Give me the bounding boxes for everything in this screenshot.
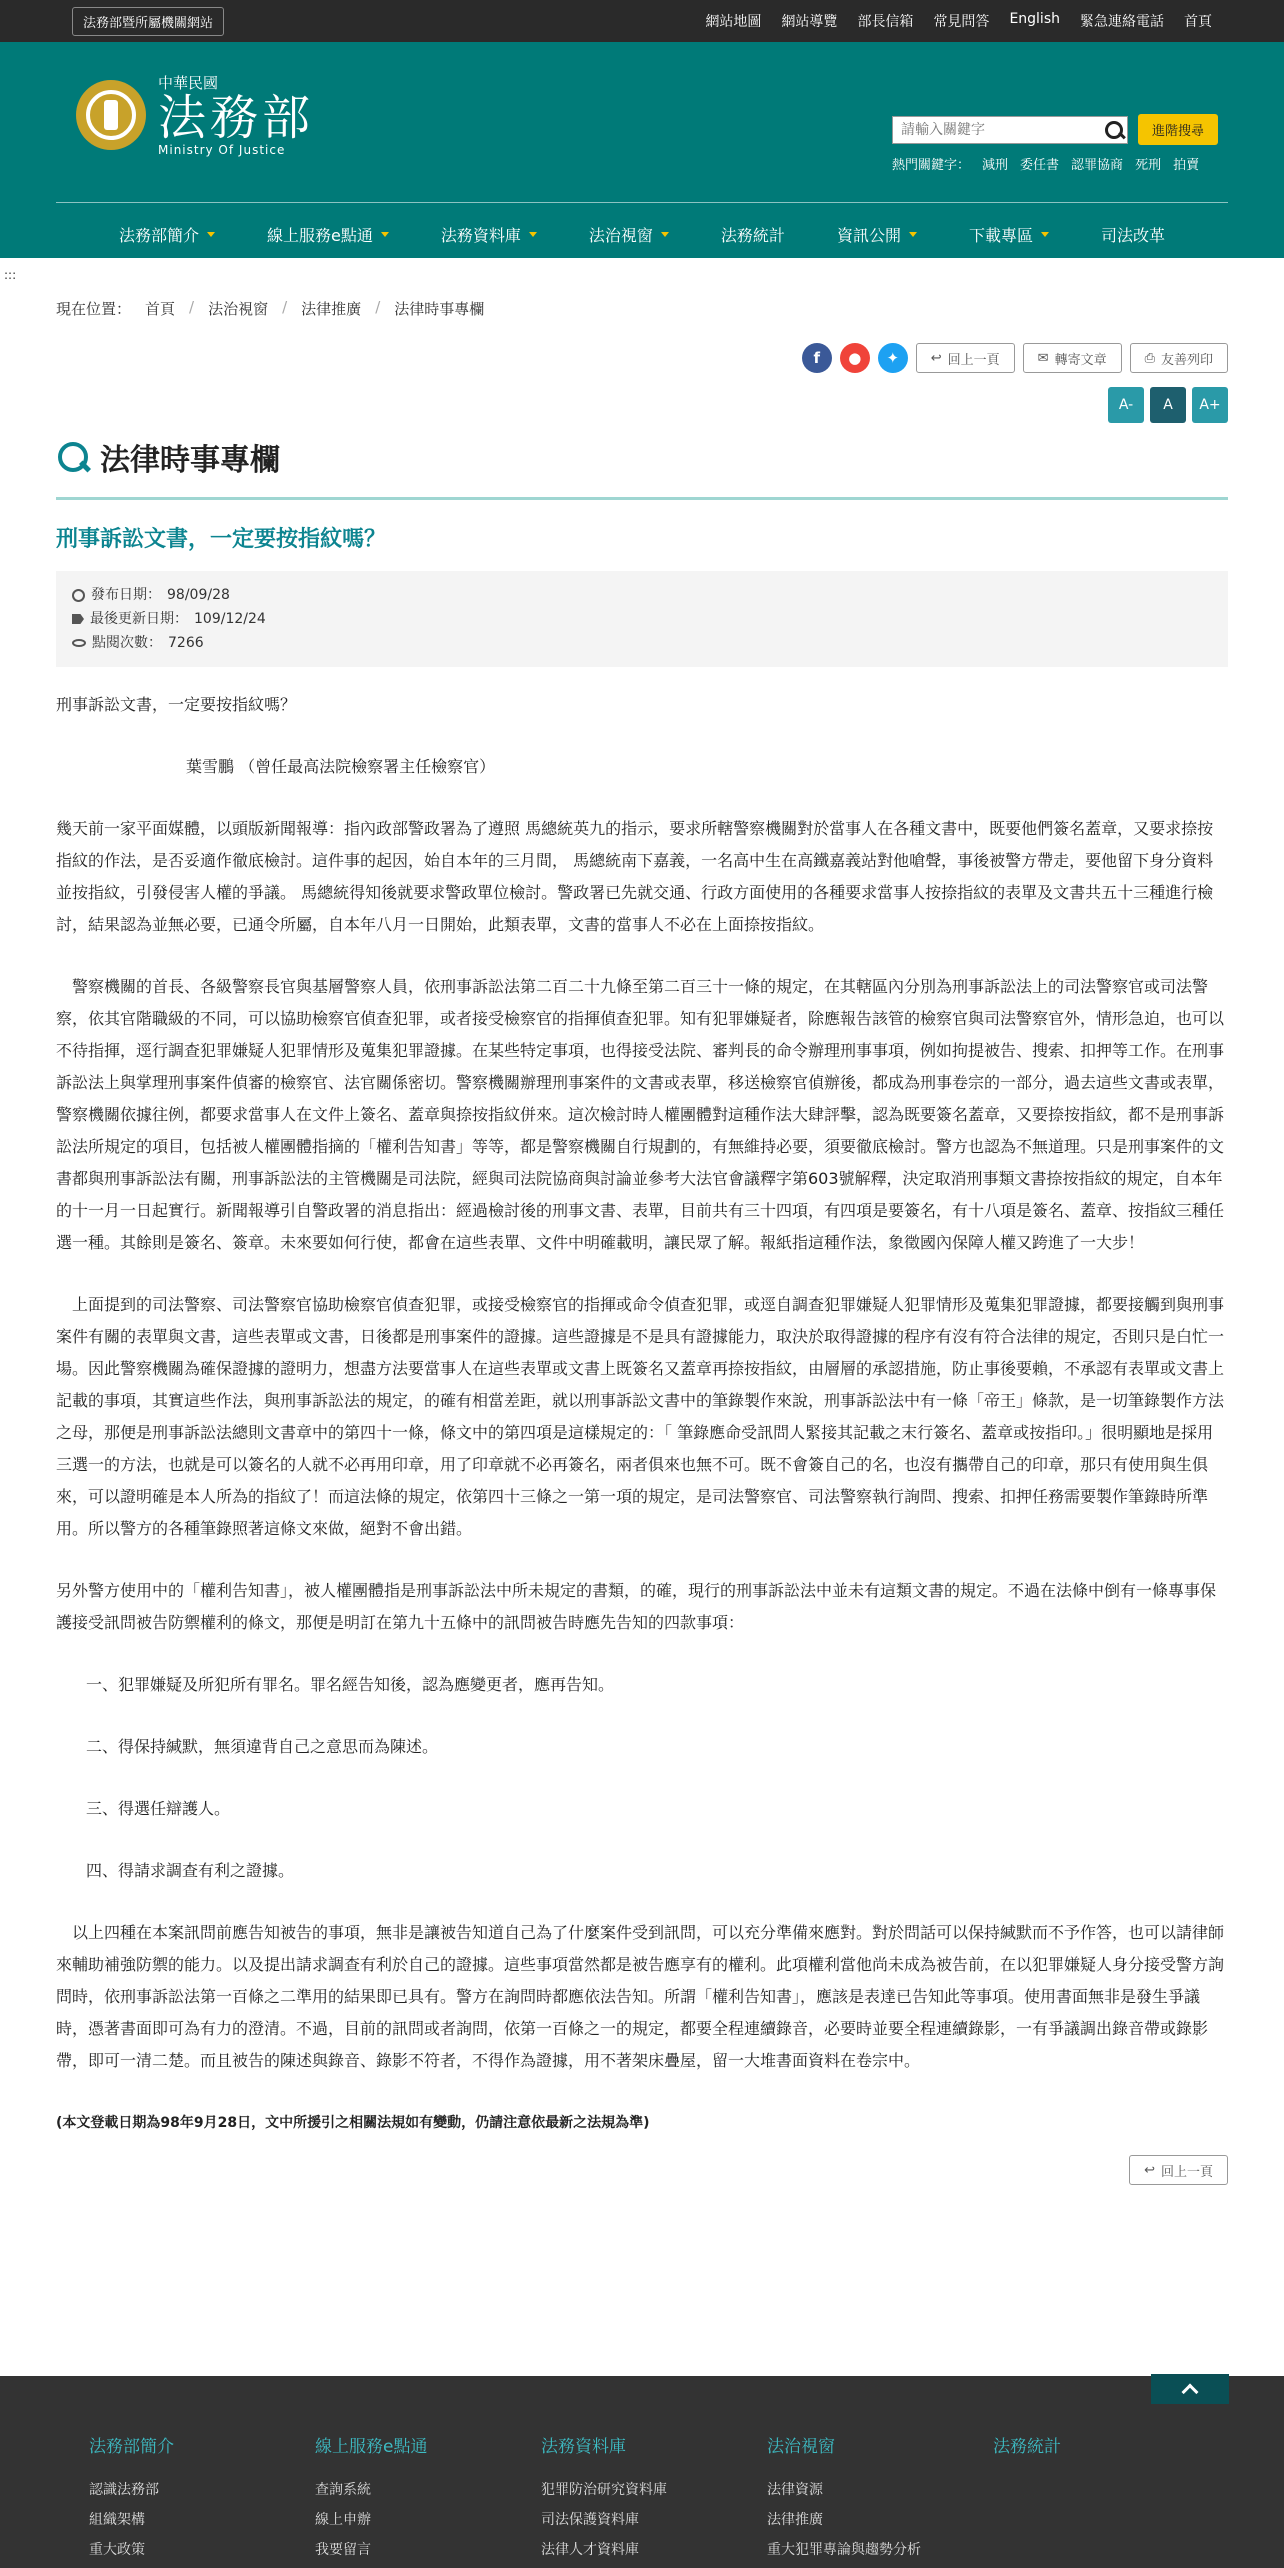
main-content bbox=[0, 298, 1284, 2185]
magnifier-icon bbox=[56, 440, 90, 474]
article-tools bbox=[56, 343, 1228, 373]
footer-col-rule-of-law bbox=[767, 2432, 993, 2565]
nav-item-info-disclosure[interactable]: 資訊公開 bbox=[811, 210, 943, 258]
top-link-mailbox[interactable]: 部長信箱 bbox=[857, 14, 914, 30]
footer-link[interactable]: 司法保護資料庫 bbox=[541, 2512, 639, 2528]
nav-item-judicial-reform[interactable]: 司法改革 bbox=[1100, 225, 1165, 245]
footer-col-title[interactable]: 法務部簡介 bbox=[89, 2437, 174, 2457]
breadcrumb-label: 現在位置： bbox=[56, 300, 132, 318]
top-link-faq[interactable]: 常見問答 bbox=[933, 14, 990, 30]
breadcrumb-item[interactable]: 法治視窗 bbox=[208, 300, 269, 318]
footer-col-statistics bbox=[993, 2432, 1219, 2565]
print-button[interactable]: ⎙ 友善列印 bbox=[1130, 343, 1228, 373]
main-nav bbox=[0, 210, 1284, 258]
breadcrumb-item[interactable]: 首頁 bbox=[145, 300, 176, 318]
nav-item-downloads[interactable]: 下載專區 bbox=[943, 210, 1075, 258]
ministry-seal-icon bbox=[76, 80, 146, 150]
article-meta bbox=[56, 571, 1228, 667]
footer-link[interactable]: 組織架構 bbox=[89, 2512, 145, 2528]
back-button[interactable]: ↩ 回上一頁 bbox=[916, 343, 1015, 373]
footer-link[interactable]: 認識法務部 bbox=[89, 2482, 159, 2498]
advanced-search-button[interactable]: 進階搜尋 bbox=[1138, 114, 1218, 145]
hot-keyword[interactable]: 委任書 bbox=[1020, 158, 1060, 173]
footer-link[interactable]: 法律資源 bbox=[767, 2482, 823, 2498]
list-item: 四、得請求調查有利之證據。 bbox=[86, 1861, 295, 1880]
footer-col-title[interactable]: 法務資料庫 bbox=[541, 2437, 626, 2457]
footer-link[interactable]: 法律推廣 bbox=[767, 2512, 823, 2528]
caret-down-icon bbox=[909, 232, 917, 237]
site-header bbox=[0, 42, 1284, 210]
caret-down-icon bbox=[381, 232, 389, 237]
caret-down-icon bbox=[661, 232, 669, 237]
hot-keywords bbox=[892, 154, 1199, 173]
logo-org-english: Ministry Of Justice bbox=[158, 143, 286, 158]
nav-divider bbox=[56, 202, 1228, 203]
list-item: 二、得保持緘默，無須違背自己之意思而為陳述。 bbox=[86, 1737, 439, 1756]
page-title-bar bbox=[56, 435, 1228, 500]
footer-col-database bbox=[541, 2432, 767, 2565]
twitter-share-icon[interactable]: ✦ bbox=[878, 343, 908, 373]
nav-item-online-service[interactable]: 線上服務e點通 bbox=[241, 210, 415, 258]
article-body bbox=[56, 689, 1228, 2139]
hot-keyword[interactable]: 拍賣 bbox=[1173, 158, 1200, 173]
facebook-share-icon[interactable]: f bbox=[802, 343, 832, 373]
clock-icon bbox=[72, 589, 85, 602]
article-title: 刑事訴訟文書，一定要按指紋嗎？ bbox=[56, 527, 387, 552]
article-paragraph: 幾天前一家平面媒體，以頭版新聞報導：指內政部警政署為了遵照 馬總統英九的指示，要求所轄警察機關對於當事人在各種文書中，既要他們簽名蓋章，又要求捺按指紋的作法，是否妥適作徹底檢討。這件事的起因，始自本年的三月間， 馬總統南下嘉義，一名高中生在高鐵嘉義站對他嗆聲，事後被警方帶走，要他留下身分資料並按指紋，引發侵害人權的爭議。 馬總統得知後就要求警政單位檢討。警政署已先就交通、行政方面使用的各種要求當事人按捺指紋的表單及文書共五十三種進行檢討，結果認為並無必要，已通令所屬，自本年八月一日開始，此類表單，文書的當事人不必在上面捺按指紋。 bbox=[56, 819, 1214, 934]
chevron-up-icon bbox=[1182, 2384, 1199, 2401]
views-label: 點閱次數： bbox=[92, 635, 162, 651]
footer-link[interactable]: 線上申辦 bbox=[315, 2512, 371, 2528]
caret-down-icon bbox=[529, 232, 537, 237]
footer-col-title[interactable]: 線上服務e點通 bbox=[315, 2437, 428, 2457]
breadcrumb-item[interactable]: 法律時事專欄 bbox=[394, 300, 485, 318]
site-logo[interactable] bbox=[76, 72, 314, 157]
article-paragraph: 上面提到的司法警察、司法警察官協助檢察官偵查犯罪，或接受檢察官的指揮或命令偵查犯罪，或逕自調查犯罪嫌疑人犯罪情形及蒐集犯罪證據，都要接觸到與刑事案件有關的表單與文書，這些表單或文書，日後都是刑事案件的證據。這些證據是不是具有證據能力，取決於取得證據的程序有沒有符合法律的規定，否則只是白忙一場。因此警察機關為確保證據的證明力，想盡方法要當事人在這些表單或文書上既簽名又蓋章再捺按指紋，由層層的承認措施，防止事後要賴，不承認有表單或文書上記載的事項，其實這些作法，與刑事訴訟法的規定，的確有相當差距，就以刑事訴訟文書中的筆錄製作來說，刑事訴訟法中有一條「帝王」條款，是一切筆錄製作方法之母，那便是刑事訴訟法總則文書章中的第四十一條，條文中的第四項是這樣規定的：「 筆錄應命受訊問人緊接其記載之末行簽名、蓋章或按指印。」很明顯地是採用三選一的方法，也就是可以簽名的人就不必再用印章，用了印章就不必再簽名，兩者俱來也無不可。既不會簽自己的名，也沒有攜帶自己的印章，那只有使用與生俱來，可以證明確是本人所為的指紋了！而這法條的規定，依第四十三條之一第一項的規定，是司法警察官、司法警察執行詢問、搜索、扣押任務需要製作筆錄時所準用。所以警方的各種筆錄照著這條文來做，絕對不會出錯。 bbox=[56, 1295, 1225, 1538]
top-link-home[interactable]: 首頁 bbox=[1184, 14, 1212, 30]
footer-link[interactable]: 我要留言 bbox=[315, 2542, 371, 2558]
breadcrumb: 現在位置： 首頁 / 法治視窗 / 法律推廣 / 法律時事專欄 bbox=[56, 298, 485, 318]
forward-article-button[interactable]: ✉ 轉寄文章 bbox=[1023, 343, 1122, 373]
top-link-sitemap[interactable]: 網站地圖 bbox=[705, 14, 762, 30]
portal-link[interactable]: 法務部暨所屬機關網站 bbox=[72, 7, 224, 36]
breadcrumb-item[interactable]: 法律推廣 bbox=[301, 300, 362, 318]
footer-col-title[interactable]: 法治視窗 bbox=[767, 2437, 835, 2457]
eye-icon bbox=[72, 639, 86, 647]
accesskey-marker[interactable]: ::: bbox=[4, 268, 17, 282]
footer-link[interactable]: 重大政策 bbox=[89, 2542, 145, 2558]
top-link-emergency[interactable]: 緊急連絡電話 bbox=[1080, 14, 1164, 30]
search-icon[interactable] bbox=[1099, 117, 1127, 143]
article-author: 葉雪鵬 （曾任最高法院檢察署主任檢察官） bbox=[186, 757, 496, 776]
update-label: 最後更新日期： bbox=[90, 611, 188, 627]
update-date: 109/12/24 bbox=[194, 611, 266, 627]
views-count: 7266 bbox=[168, 635, 204, 651]
footer-col-online bbox=[315, 2432, 541, 2565]
back-arrow-icon: ↩ bbox=[1144, 2162, 1155, 2178]
nav-item-database[interactable]: 法務資料庫 bbox=[415, 210, 563, 258]
footer-link[interactable]: 重大犯罪專論與趨勢分析 bbox=[767, 2542, 921, 2558]
hot-keyword[interactable]: 減刑 bbox=[982, 158, 1009, 173]
article-note: (本文登載日期為98年9月28日，文中所援引之相關法規如有變動，仍請注意依最新之法規為準) bbox=[56, 2115, 650, 2131]
article-paragraph: 警察機關的首長、各級警察長官與基層警察人員，依刑事訴訟法第二百二十九條至第二百三十一條的規定，在其轄區內分別為刑事訴訟法上的司法警察官或司法警察，依其官階職級的不同，可以協助檢察官偵查犯罪，或者接受檢察官的指揮偵查犯罪。知有犯罪嫌疑者，除應報告該管的檢察官與司法警察官外，情形急迫，也可以不待指揮，逕行調查犯罪嫌疑人犯罪情形及蒐集犯罪證據。在某些特定事項，也得接受法院、審判長的命令辦理刑事事項，例如拘提被告、搜索、扣押等工作。在刑事訴訟法上與掌理刑事案件偵審的檢察官、法官關係密切。警察機關辦理刑事案件的文書或表單，移送檢察官偵辦後，都成為刑事卷宗的一部分，過去這些文書或表單，警察機關依據往例，都要求當事人在文件上簽名、蓋章與捺按指紋併來。這次檢討時人權團體對這種作法大肆評擊，認為既要簽名蓋章，又要捺按指紋，都不是刑事訴訟法所規定的項目，包括被人權團體指摘的「權利告知書」等等，都是警察機關自行規劃的，有無維持必要，須要徹底檢討。警方也認為不無道理。只是刑事案件的文書都與刑事訴訟法有關，刑事訴訟法的主管機關是司法院，經與司法院協商與討論並參考大法官會議釋字第603號解釋，決定取消刑事類文書捺按指紋的規定，自本年的十一月一日起實行。新聞報導引自警政署的消息指出：經過檢討後的刑事文書、表單，目前共有三十四項，有四項是要簽名，有十八項是簽名、蓋章、按指紋三種任選一種。其餘則是簽名、簽章。未來要如何行使，都會在這些表單、文件中明確載明，讓民眾了解。報紙指這種作法，象徵國內保障人權又跨進了一大步！ bbox=[56, 977, 1225, 1252]
publish-label: 發布日期： bbox=[91, 587, 161, 603]
footer-col-title[interactable]: 法務統計 bbox=[993, 2437, 1061, 2457]
font-small-button[interactable]: A- bbox=[1108, 387, 1144, 423]
back-button-bottom[interactable]: ↩ 回上一頁 bbox=[1129, 2155, 1228, 2185]
top-link-guide[interactable]: 網站導覽 bbox=[781, 14, 838, 30]
printer-icon: ⎙ bbox=[1144, 350, 1155, 366]
hot-keyword[interactable]: 死刑 bbox=[1135, 158, 1162, 173]
footer-col-about bbox=[89, 2432, 315, 2565]
back-arrow-icon: ↩ bbox=[930, 350, 942, 366]
page-title: 法律時事專欄 bbox=[100, 443, 280, 478]
footer-link[interactable]: 查詢系統 bbox=[315, 2482, 371, 2498]
tag-icon bbox=[72, 614, 84, 624]
font-large-button[interactable]: A+ bbox=[1192, 387, 1228, 423]
footer-link[interactable]: 法律人才資料庫 bbox=[541, 2542, 639, 2558]
publish-date: 98/09/28 bbox=[167, 587, 230, 603]
article-lead: 刑事訴訟文書，一定要按指紋嗎？ bbox=[56, 695, 297, 714]
list-item: 三、得選任辯護人。 bbox=[86, 1799, 231, 1818]
list-item: 一、犯罪嫌疑及所犯所有罪名。罪名經告知後，認為應變更者，應再告知。 bbox=[86, 1675, 615, 1694]
line-share-icon[interactable]: ● bbox=[840, 343, 870, 373]
top-utility-bar bbox=[0, 0, 1284, 42]
article-paragraph: 另外警方使用中的「權利告知書」，被人權團體指是刑事訴訟法中所未規定的書類，的確，現行的刑事訴訟法中並未有這類文書的規定。不過在法條中倒有一條專事保護接受訊問被告防禦權利的條文，那便是明訂在第九十五條中的訊問被告時應先告知的四款事項： bbox=[56, 1581, 1217, 1632]
nav-item-rule-of-law[interactable]: 法治視窗 bbox=[563, 210, 695, 258]
hot-keyword[interactable]: 認罪協商 bbox=[1071, 158, 1124, 173]
top-links bbox=[705, 11, 1212, 31]
search-input[interactable] bbox=[893, 117, 1099, 143]
caret-down-icon bbox=[207, 232, 215, 237]
top-link-english[interactable]: English bbox=[1009, 11, 1060, 27]
site-footer bbox=[0, 2376, 1284, 2568]
search-box bbox=[892, 116, 1128, 144]
footer-link[interactable]: 犯罪防治研究資料庫 bbox=[541, 2482, 667, 2498]
nav-item-about[interactable]: 法務部簡介 bbox=[93, 210, 241, 258]
logo-country: 中華民國 bbox=[158, 74, 219, 92]
font-medium-button[interactable]: A bbox=[1150, 387, 1186, 423]
logo-org-name: 法務部 bbox=[158, 90, 315, 146]
nav-item-statistics[interactable]: 法務統計 bbox=[720, 225, 785, 245]
article-paragraph: 以上四種在本案訊問前應告知被告的事項，無非是讓被告知道自己為了什麼案件受到訊問，可以充分準備來應對。對於問話可以保持緘默而不予作答，也可以請律師來輔助補強防禦的能力。以及提出請求調查有利於自己的證據。這些事項當然都是被告應享有的權利。此項權利當他尚未成為被告前，在以犯罪嫌疑人身分接受警方詢問時，依刑事訴訟法第一百條之二準用的結果即已具有。警方在詢問時都應依法告知。所謂「權利告知書」，應該是表達已告知此等事項。使用書面無非是發生爭議時，憑著書面即可為有力的澄清。不過，目前的訊問或者詢問，依第一百條之一的規定，都要全程連續錄音，必要時並要全程連續錄影，一有爭議調出錄音帶或錄影帶，即可一清二楚。而且被告的陳述與錄音、錄影不符者，不得作為證據，用不著架床疊屋，留一大堆書面資料在卷宗中。 bbox=[56, 1923, 1225, 2070]
envelope-icon: ✉ bbox=[1037, 350, 1049, 366]
back-to-top-button[interactable] bbox=[1151, 2374, 1229, 2404]
search-area bbox=[892, 114, 1218, 145]
caret-down-icon bbox=[1041, 232, 1049, 237]
hot-keywords-label: 熱門關鍵字： bbox=[892, 158, 971, 173]
font-size-tools bbox=[56, 387, 1228, 423]
